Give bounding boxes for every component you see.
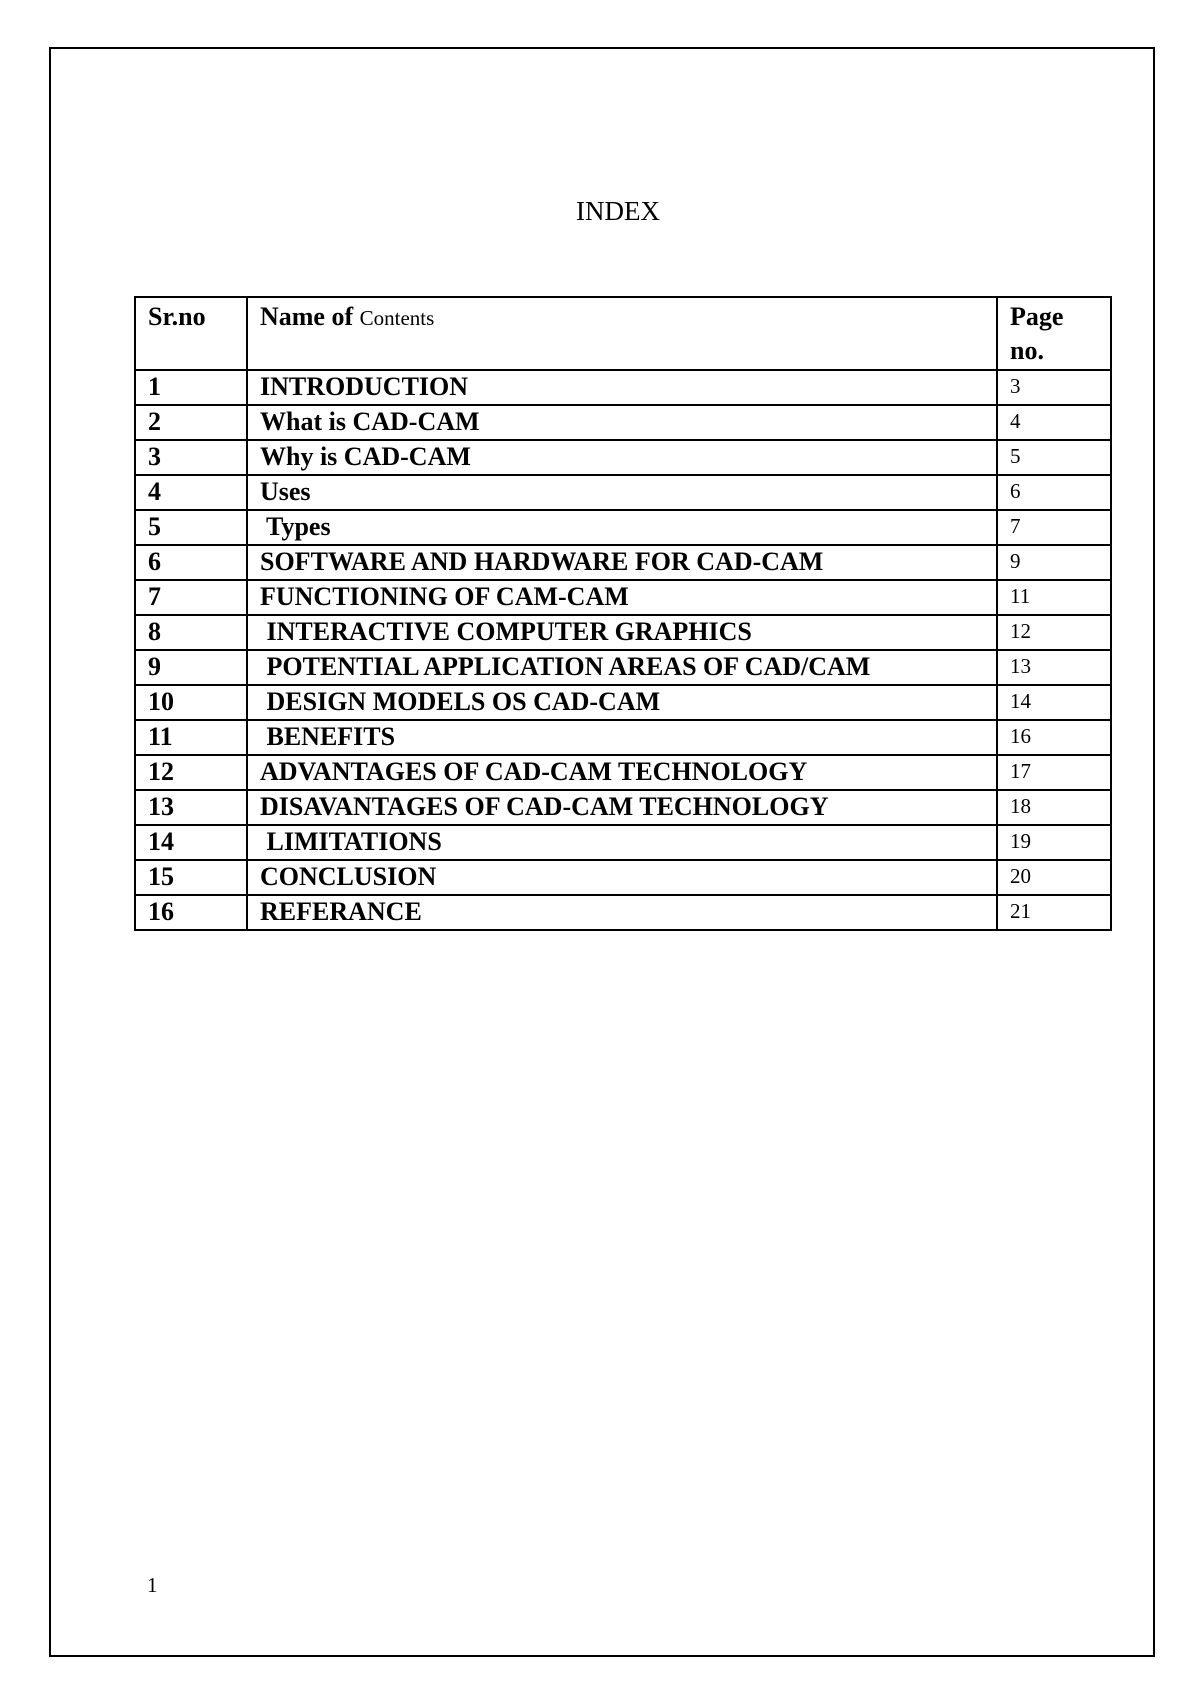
sr-no-cell: 11 (135, 720, 247, 755)
page-number-cell: 21 (997, 895, 1111, 930)
page-number-cell: 12 (997, 615, 1111, 650)
index-table (134, 296, 1112, 931)
table-row (135, 685, 1111, 720)
table-row (135, 510, 1111, 545)
content-name-cell: REFERANCE (247, 895, 997, 930)
table-row (135, 440, 1111, 475)
table-row (135, 545, 1111, 580)
sr-no-cell: 4 (135, 475, 247, 510)
content-name-cell: INTERACTIVE COMPUTER GRAPHICS (247, 615, 997, 650)
page-number-cell: 17 (997, 755, 1111, 790)
sr-no-cell: 8 (135, 615, 247, 650)
sr-no-cell: 16 (135, 895, 247, 930)
sr-no-cell: 2 (135, 405, 247, 440)
content-name-cell: SOFTWARE AND HARDWARE FOR CAD-CAM (247, 545, 997, 580)
page-number-cell: 9 (997, 545, 1111, 580)
page-number-cell: 13 (997, 650, 1111, 685)
content-name-cell: LIMITATIONS (247, 825, 997, 860)
table-row (135, 825, 1111, 860)
content-name-cell: BENEFITS (247, 720, 997, 755)
header-sr-no: Sr.no (135, 297, 247, 370)
table-row (135, 755, 1111, 790)
table-row (135, 895, 1111, 930)
content-name-cell: CONCLUSION (247, 860, 997, 895)
page-number-cell: 11 (997, 580, 1111, 615)
sr-no-cell: 5 (135, 510, 247, 545)
page-number-cell: 19 (997, 825, 1111, 860)
page-title: INDEX (576, 196, 660, 226)
header-name-of-contents (247, 297, 997, 370)
sr-no-cell: 3 (135, 440, 247, 475)
content-name-cell: Uses (247, 475, 997, 510)
sr-no-cell: 6 (135, 545, 247, 580)
table-row (135, 405, 1111, 440)
header-page-line2: no. (1010, 336, 1044, 365)
table-header-row (135, 297, 1111, 370)
content-name-cell: INTRODUCTION (247, 370, 997, 405)
content-name-cell: DISAVANTAGES OF CAD-CAM TECHNOLOGY (247, 790, 997, 825)
table-row (135, 475, 1111, 510)
page-number-cell: 20 (997, 860, 1111, 895)
table-row (135, 860, 1111, 895)
sr-no-cell: 7 (135, 580, 247, 615)
page-number-cell: 3 (997, 370, 1111, 405)
sr-no-cell: 12 (135, 755, 247, 790)
content-name-cell: Types (247, 510, 997, 545)
content-name-cell: Why is CAD-CAM (247, 440, 997, 475)
header-page-no (997, 297, 1111, 370)
page-number-cell: 14 (997, 685, 1111, 720)
page-number-cell: 7 (997, 510, 1111, 545)
content-name-cell: FUNCTIONING OF CAM-CAM (247, 580, 997, 615)
header-contents-label: Contents (359, 306, 435, 330)
table-row (135, 370, 1111, 405)
sr-no-cell: 1 (135, 370, 247, 405)
page-number-cell: 16 (997, 720, 1111, 755)
table-row (135, 720, 1111, 755)
table-row (135, 615, 1111, 650)
header-page-line1: Page (1010, 302, 1064, 331)
sr-no-cell: 13 (135, 790, 247, 825)
table-row (135, 580, 1111, 615)
table-row (135, 790, 1111, 825)
table-row (135, 650, 1111, 685)
sr-no-cell: 10 (135, 685, 247, 720)
footer-page-number: 1 (147, 1573, 158, 1597)
page-number-cell: 4 (997, 405, 1111, 440)
page-number-cell: 5 (997, 440, 1111, 475)
page-number-cell: 6 (997, 475, 1111, 510)
header-name-bold: Name of (260, 302, 354, 331)
content-name-cell: What is CAD-CAM (247, 405, 997, 440)
sr-no-cell: 15 (135, 860, 247, 895)
sr-no-cell: 9 (135, 650, 247, 685)
content-name-cell: DESIGN MODELS OS CAD-CAM (247, 685, 997, 720)
content-name-cell: ADVANTAGES OF CAD-CAM TECHNOLOGY (247, 755, 997, 790)
content-name-cell: POTENTIAL APPLICATION AREAS OF CAD/CAM (247, 650, 997, 685)
sr-no-cell: 14 (135, 825, 247, 860)
page-number-cell: 18 (997, 790, 1111, 825)
